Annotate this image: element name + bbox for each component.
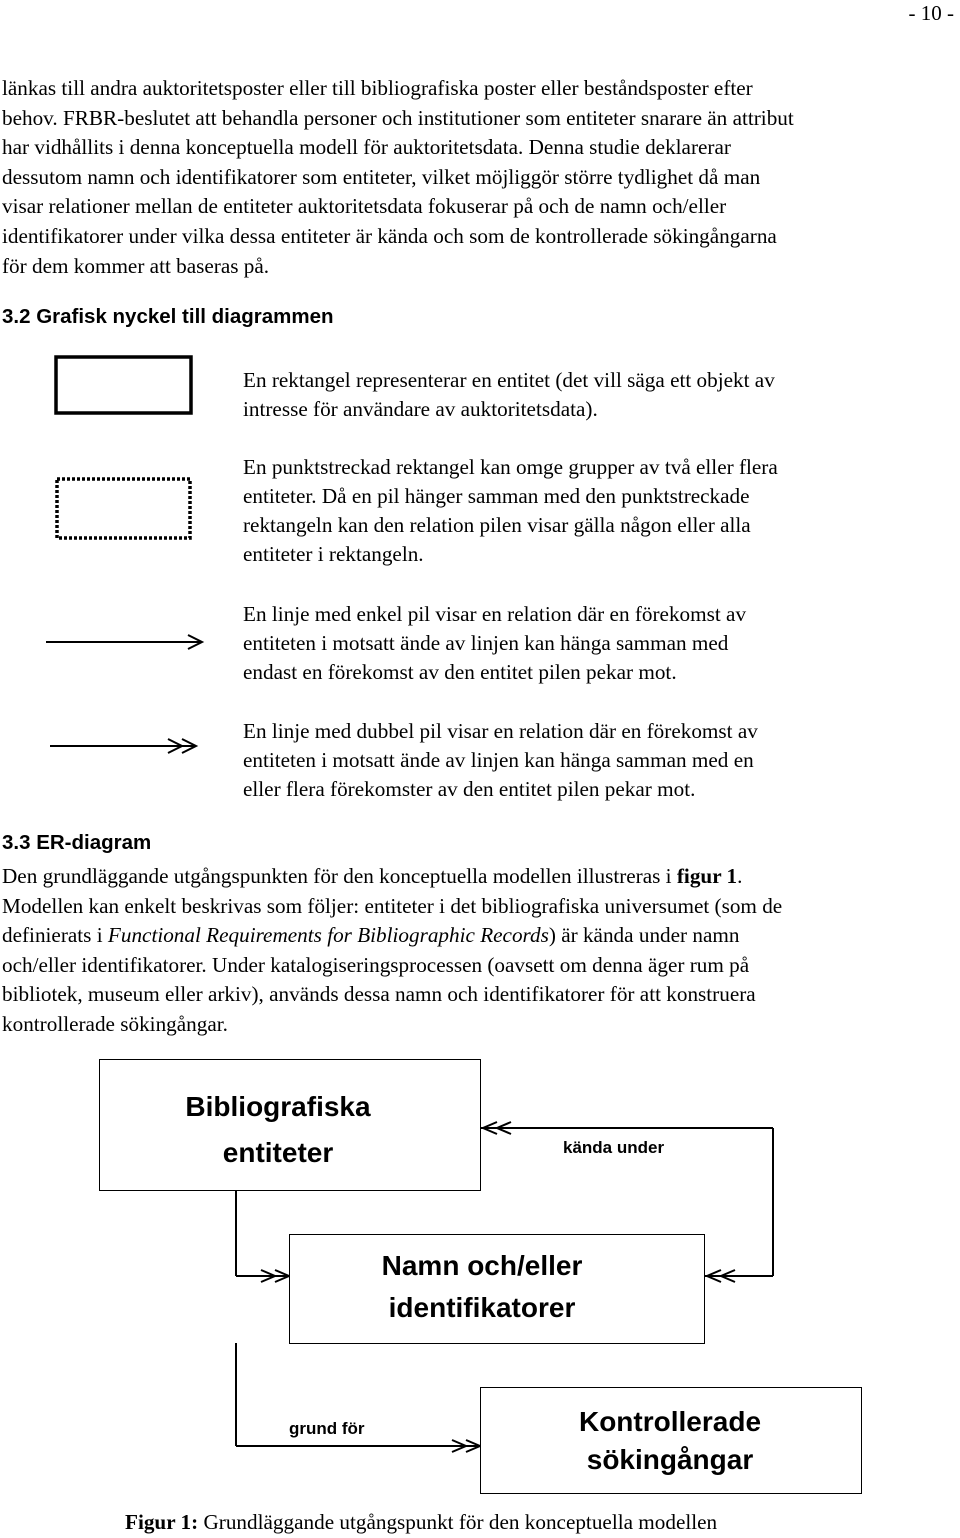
frbr-title: Functional Requirements for Bibliographic Records <box>107 923 549 948</box>
label-line: sökingångar <box>586 1444 754 1475</box>
page-number: - 10 - <box>908 1 954 25</box>
caption-text: Grundläggande utgångspunkt för den konceptuella modellen <box>198 1510 718 1534</box>
entity-label-bibliographic <box>99 1084 457 1176</box>
text-line: visar relationer mellan de entiteter auktoritetsdata fokuserar på och de namn och/eller <box>2 194 727 219</box>
text-line: endast en förekomst av den entitet pilen pekar mot. <box>243 660 677 684</box>
text-line: intresse för användare av auktoritetsdata). <box>243 397 598 421</box>
text-line: Modellen kan enkelt beskrivas som följer: entiteter i det bibliografiska universumet (som de <box>2 893 783 918</box>
label-line: Kontrollerade <box>578 1406 762 1437</box>
text-run: definierats i <box>2 923 108 948</box>
text-line: bibliotek, museum eller arkiv), används dessa namn och identifikatorer för att konstruera <box>2 982 756 1007</box>
text-line: länkas till andra auktoritetsposter eller till bibliografiska poster eller beståndsposter efter <box>2 76 753 100</box>
text-line: entiteter. Då en pil hänger samman med den punktstreckade <box>243 484 750 508</box>
figure-caption <box>125 1508 717 1536</box>
text-line: har vidhållits i denna konceptuella modell för auktoritetsdata. Denna studie deklarerar <box>2 135 731 160</box>
text-run: Den grundläggande utgångspunkten för den konceptuella modellen illustreras i <box>2 864 677 888</box>
text-line: identifikatorer under vilka dessa entiteter är kända och som de kontrollerade sökingångarna <box>2 223 777 248</box>
section-heading-graphic-key: 3.2 Grafisk nyckel till diagrammen <box>2 305 334 328</box>
caption-label: Figur 1: <box>125 1510 199 1534</box>
text-line: rektangeln kan den relation pilen visar gälla någon eller alla <box>243 513 751 537</box>
text-line: eller flera förekomster av den entitet pilen pekar mot. <box>243 777 696 801</box>
entity-label-names <box>289 1245 675 1329</box>
text-line: En rektangel representerar en entitet (det vill säga ett objekt av <box>243 368 775 392</box>
label-line: Bibliografiska <box>185 1091 371 1122</box>
label-line: Namn och/eller <box>381 1250 583 1281</box>
text-line: kontrollerade sökingångar. <box>2 1011 228 1036</box>
figure-reference: figur 1 <box>676 864 738 888</box>
text-line: för dem kommer att baseras på. <box>2 253 270 278</box>
relation-label-known-under: kända under <box>563 1138 665 1157</box>
text-line: och/eller identifikatorer. Under katalogiseringsprocessen (oavsett om denna äger rum på <box>2 952 750 977</box>
entity-label-access-points <box>480 1403 860 1479</box>
text-run: ) är kända under namn <box>548 923 740 948</box>
label-line: identifikatorer <box>388 1292 576 1323</box>
text-line: En punktstreckad rektangel kan omge grupper av två eller flera <box>243 455 778 479</box>
text-line: En linje med dubbel pil visar en relation där en förekomst av <box>243 719 758 743</box>
relation-label-basis-for: grund för <box>289 1419 365 1438</box>
section-heading-er-diagram: 3.3 ER-diagram <box>2 831 152 854</box>
label-line: entiteter <box>222 1137 334 1168</box>
text-line: dessutom namn och identifikatorer som entiteter, vilket möjliggör större tydlighet då man <box>2 164 761 189</box>
text-line: entiteten i motsatt ände av linjen kan hänga samman med en <box>243 748 754 772</box>
text-line: En linje med enkel pil visar en relation där en förekomst av <box>243 602 747 626</box>
text-run: . <box>737 864 743 888</box>
text-line: entiteter i rektangeln. <box>243 542 424 566</box>
text-line: behov. FRBR-beslutet att behandla personer och institutioner som entiteter snarare än attribut <box>2 105 794 130</box>
text-line: entiteten i motsatt ände av linjen kan hänga samman med <box>243 631 729 655</box>
